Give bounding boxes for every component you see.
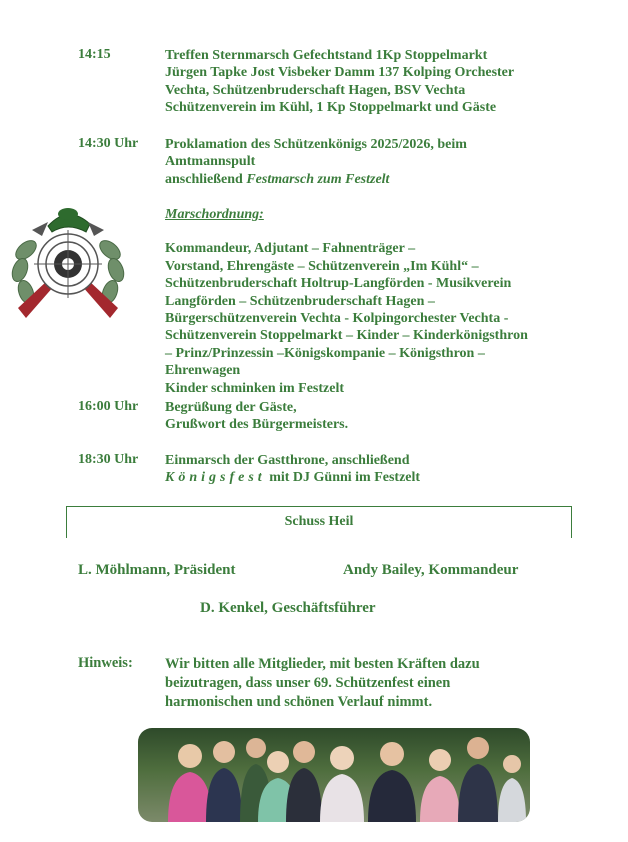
- text-prefix: anschließend: [165, 171, 247, 187]
- text-line: Einmarsch der Gastthrone, anschließend: [165, 453, 410, 468]
- entry-text: [165, 47, 585, 117]
- order-line: Schützenbruderschaft Holtrup-Langförden - Musikverein: [165, 276, 512, 292]
- text-line: harmonischen und schönen Verlauf nimmt.: [165, 694, 433, 710]
- text-rest: mit DJ Günni im Festzelt: [265, 470, 421, 486]
- hinweis-text: [165, 655, 585, 712]
- signature-president: L. Möhlmann, Präsident: [78, 562, 236, 578]
- text-line: Begrüßung der Gäste,: [165, 400, 297, 415]
- spacer: [165, 223, 585, 240]
- signature-commander: Andy Bailey, Kommandeur: [343, 562, 519, 578]
- order-line: Kommandeur, Adjutant – Fahnenträger –: [165, 241, 416, 257]
- group-photo: [138, 728, 530, 822]
- text-line: [165, 171, 585, 188]
- text-line: beizutragen, dass unser 69. Schützenfest einen: [165, 675, 451, 691]
- order-line: – Prinz/Prinzessin –Königskompanie – Königsthron –: [165, 345, 485, 361]
- text-line: Grußwort des Bürgermeisters.: [165, 417, 349, 433]
- text-line: [165, 469, 585, 486]
- text-line: Treffen Sternmarsch Gefechtstand 1Kp Stoppelmarkt: [165, 48, 488, 63]
- koenigsfest-text: Königsfest: [165, 470, 266, 486]
- group-photo-illustration: [138, 728, 530, 822]
- text-line: Amtmannspult: [165, 154, 256, 170]
- entry-text: [165, 136, 585, 188]
- text-line: Jürgen Tapke Jost Visbeker Damm 137 Kolping Orchester: [165, 65, 515, 81]
- order-line: Vorstand, Ehrengäste – Schützenverein „Im Kühl“ –: [165, 258, 479, 274]
- text-line: Proklamation des Schützenkönigs 2025/2026, beim: [165, 137, 467, 152]
- signature-manager: D. Kenkel, Geschäftsführer: [200, 600, 376, 616]
- time-label: 18:30 Uhr: [78, 452, 139, 467]
- marschordnung-heading: Marschordnung:: [165, 207, 264, 222]
- hinweis-label: Hinweis:: [78, 655, 133, 671]
- festmarsch-text: Festmarsch zum Festzelt: [246, 171, 390, 187]
- order-line: Kinder schminken im Festzelt: [165, 380, 345, 396]
- entry-text: [165, 399, 585, 434]
- order-line: Langförden – Schützenbruderschaft Hagen –: [165, 293, 435, 309]
- text-line: Vechta, Schützenbruderschaft Hagen, BSV Vechta: [165, 82, 466, 98]
- order-line: Bürgerschützenverein Vechta - Kolpingorchester Vechta -: [165, 311, 509, 327]
- text-line: Schützenverein im Kühl, 1 Kp Stoppelmarkt und Gäste: [165, 100, 497, 116]
- time-label: 16:00 Uhr: [78, 399, 139, 414]
- entry-text: [165, 452, 585, 487]
- order-line: Ehrenwagen: [165, 363, 241, 379]
- order-line: Schützenverein Stoppelmarkt – Kinder – Kinderkönigsthron: [165, 328, 528, 344]
- time-label: 14:15: [78, 47, 111, 62]
- time-label: 14:30 Uhr: [78, 136, 139, 151]
- marschordnung-section: [165, 206, 585, 397]
- schuss-heil-box: Schuss Heil: [66, 506, 572, 538]
- shooting-target-emblem-icon: [4, 200, 132, 328]
- text-line: Wir bitten alle Mitglieder, mit besten Kräften dazu: [165, 656, 480, 672]
